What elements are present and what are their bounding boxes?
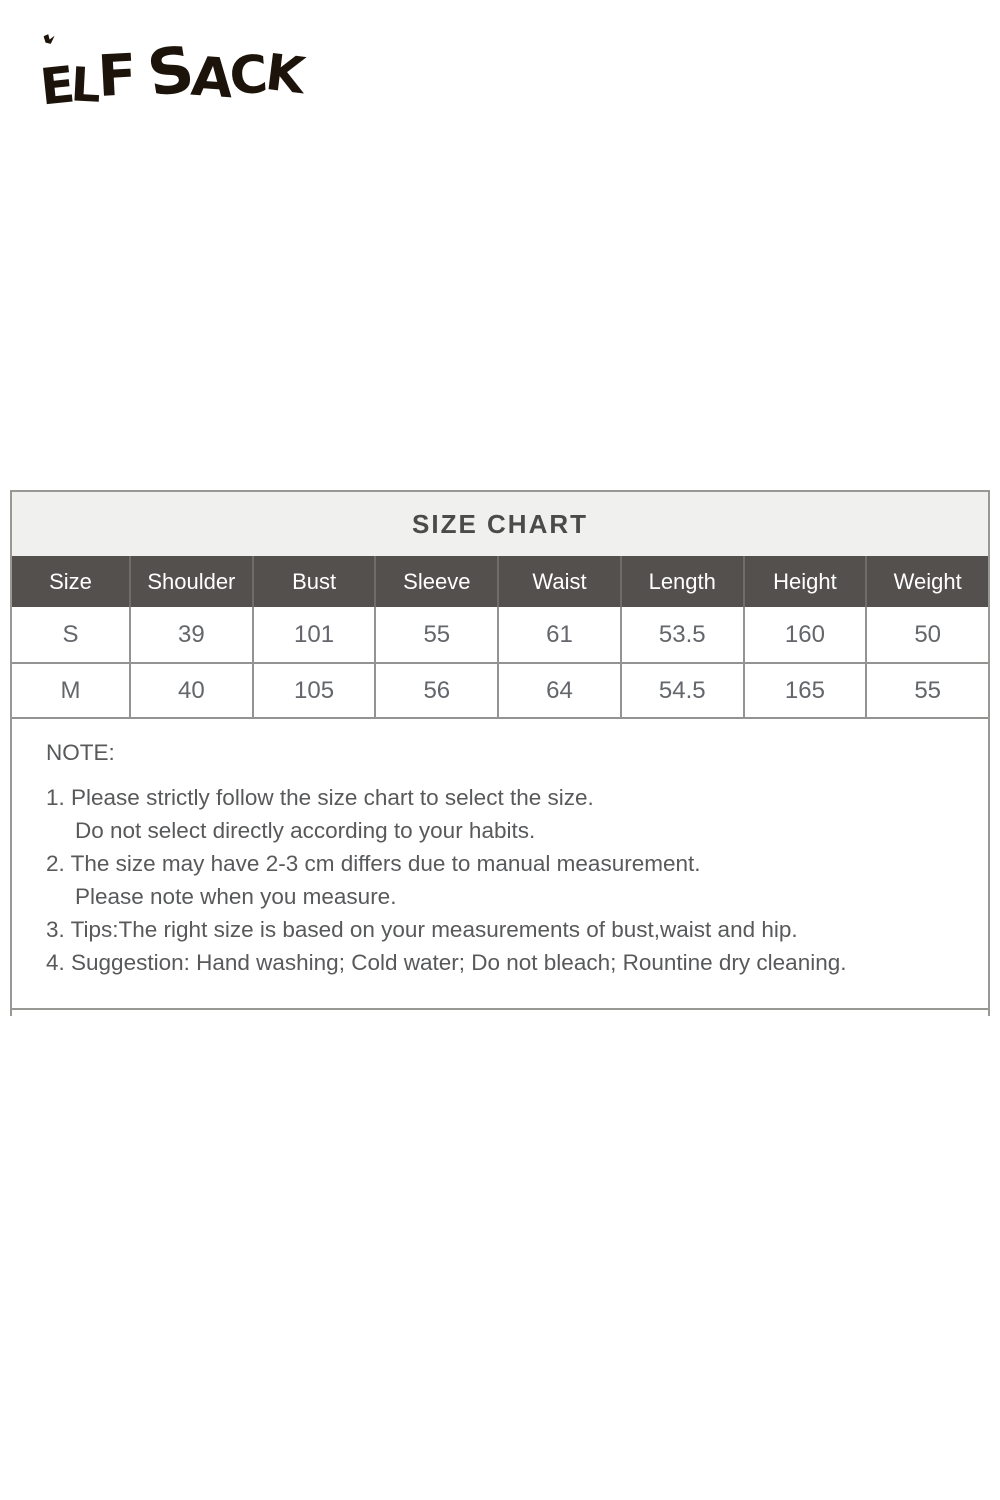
column-header-length: Length bbox=[620, 556, 743, 607]
box-border-stub-left bbox=[10, 1010, 12, 1016]
table-cell: 160 bbox=[743, 607, 866, 662]
table-cell: 40 bbox=[129, 664, 252, 717]
column-header-sleeve: Sleeve bbox=[374, 556, 497, 607]
logo-letter: K bbox=[262, 42, 309, 106]
table-row-size-m bbox=[12, 662, 988, 717]
note-line-1: 1. Please strictly follow the size chart to select the size. bbox=[46, 785, 594, 810]
column-header-weight: Weight bbox=[865, 556, 988, 607]
note-line-4: 4. Suggestion: Hand washing; Cold water; Do not bleach; Rountine dry cleaning. bbox=[46, 950, 847, 975]
table-cell: 56 bbox=[374, 664, 497, 717]
column-header-size: Size bbox=[49, 568, 92, 594]
table-cell: 39 bbox=[129, 607, 252, 662]
table-cell: 64 bbox=[497, 664, 620, 717]
notes-heading: NOTE: bbox=[46, 740, 115, 765]
column-header-height: Height bbox=[743, 556, 866, 607]
table-cell: S bbox=[62, 620, 79, 648]
box-border-stub-right bbox=[988, 1010, 990, 1016]
logo-letter: L bbox=[69, 57, 103, 114]
column-header-bust: Bust bbox=[252, 556, 375, 607]
table-cell: 55 bbox=[374, 607, 497, 662]
column-header-shoulder: Shoulder bbox=[129, 556, 252, 607]
size-chart-box bbox=[10, 490, 990, 1010]
table-row-size-s bbox=[12, 607, 988, 662]
brand-logo bbox=[37, 31, 309, 117]
table-cell: 165 bbox=[743, 664, 866, 717]
logo-letter: S bbox=[142, 31, 199, 112]
logo-letter: E bbox=[37, 55, 78, 117]
table-cell: 53.5 bbox=[620, 607, 743, 662]
table-cell: 61 bbox=[497, 607, 620, 662]
logo-letter: C bbox=[227, 44, 271, 108]
note-line-2: 2. The size may have 2-3 cm differs due to manual measurement. bbox=[46, 851, 701, 876]
table-cell: 105 bbox=[252, 664, 375, 717]
notes-section bbox=[12, 717, 988, 1008]
table-cell: 55 bbox=[865, 664, 988, 717]
logo-letter: A bbox=[189, 44, 236, 111]
column-header-waist: Waist bbox=[497, 556, 620, 607]
table-cell: 54.5 bbox=[620, 664, 743, 717]
logo-letter: F bbox=[96, 42, 139, 110]
note-line-2b: Please note when you measure. bbox=[75, 884, 397, 909]
size-chart-title: SIZE CHART bbox=[12, 492, 988, 556]
note-line-1b: Do not select directly according to your habits. bbox=[75, 818, 536, 843]
table-cell: 50 bbox=[865, 607, 988, 662]
table-cell: 101 bbox=[252, 607, 375, 662]
table-header-row bbox=[12, 556, 988, 607]
table-cell: M bbox=[60, 676, 81, 704]
note-line-3: 3. Tips:The right size is based on your measurements of bust,waist and hip. bbox=[46, 917, 798, 942]
